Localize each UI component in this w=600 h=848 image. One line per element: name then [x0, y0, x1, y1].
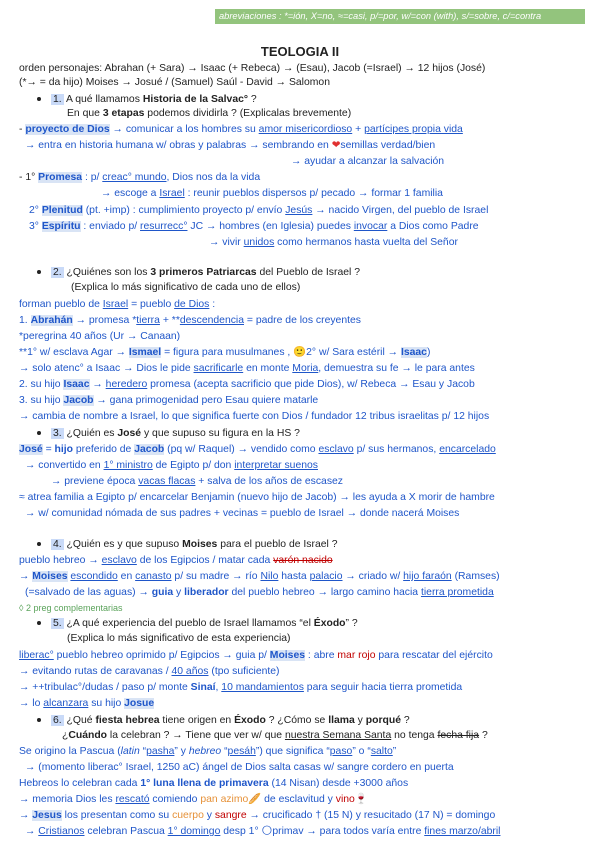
- answer-4-line-2: → Moises escondido en canasto p/ su madre → río Nilo hasta palacio → criado w/ hijo faraón (Ramses): [19, 571, 500, 582]
- question-6-sub: ¿Cuándo la celebran ? → Tiene que ver w/ que nuestra Semana Santa no tenga fecha fija ?: [62, 730, 488, 741]
- heart-icon: ❤: [331, 140, 341, 151]
- answer-2-line-2: 1. Abrahán → promesa *tierra + **descendencia = padre de los creyentes: [19, 315, 361, 326]
- question-number: 4.: [53, 539, 62, 550]
- answer-4-line-1: pueblo hebreo → esclavo de los Egipcios / matar cada varón nacido: [19, 555, 333, 566]
- question-1: 1. A qué llamamos Historia de la Salvac° ?: [37, 93, 257, 106]
- answer-2-line-8: → cambia de nombre a Israel, lo que significa fuerte con Dios / fundador 12 tribus israelitas p/ 12 hijos: [19, 411, 490, 422]
- smile-emoji: 🙂: [293, 347, 307, 358]
- bullet: [37, 97, 41, 101]
- answer-3-line-4: ≈ atrea familia a Egipto p/ encarcelar Benjamin (nuevo hijo de Jacob) → les ayuda a X morir de hambre: [19, 492, 495, 503]
- question-1-sub: En que 3 etapas podemos dividirla ? (Explicalas brevemente): [67, 108, 352, 119]
- answer-6-line-6: → Cristianos celebran Pascua 1° domingo desp 1° 🌕primav → para todos varía entre fines marzo/abril: [25, 826, 501, 837]
- answer-1-line-4: - 1° Promesa : p/ creac° mundo, Dios nos da la vida: [19, 172, 261, 183]
- bullet: [37, 270, 41, 274]
- full-moon-emoji: 🌕: [261, 826, 273, 837]
- answer-2-line-7: 3. su hijo Jacob → gana primogenidad pero Esau quiere matarle: [19, 395, 319, 406]
- bread-emoji: 🥖: [248, 794, 262, 805]
- answer-6-line-5: → Jesus los presentan como su cuerpo y sangre → crucificado † (15 N) y resucitado (17 N) = domingo: [19, 810, 496, 821]
- intro-line-1: orden personajes: Abrahan (+ Sara) → Isaac (+ Rebeca) → (Esau), Jacob (=Israel) → 12 hijos (José): [19, 63, 486, 74]
- wine-emoji: 🍷: [354, 794, 368, 805]
- answer-6-line-3: Hebreos lo celebran cada 1° luna llena de primavera (14 Nisan) desde +3000 años: [19, 778, 409, 789]
- answer-3-line-1: José = hijo preferido de Jacob (pq w/ Raquel) → vendido como esclavo p/ sus hermanos, encarcelado: [19, 444, 496, 455]
- question-2-sub: (Explica lo más significativo de cada uno de ellos): [71, 282, 301, 293]
- question-6: 6. ¿Qué fiesta hebrea tiene origen en Éxodo ? ¿Cómo se llama y porqué ?: [37, 714, 410, 727]
- answer-3-line-2: → convertido en 1° ministro de Egipto p/ don interpretar suenos: [25, 460, 318, 471]
- answer-4-line-3: (=salvado de las aguas) → guia y liberador del pueblo hebreo → largo camino hacia tierra prometida: [25, 587, 494, 598]
- bullet: [37, 542, 41, 546]
- answer-1-line-3: → ayudar a alcanzar la salvación: [291, 156, 445, 167]
- answer-1-line-7: 3° Espíritu : enviado p/ resurrecc° JC → hombres (en Iglesia) puedes invocar a Dios como Padre: [29, 221, 479, 232]
- question-3: 3. ¿Quién es José y que supuso su figura en la HS ?: [37, 427, 300, 440]
- answer-1-line-5: → escoge a Israel : reunir pueblos dispersos p/ pecado → formar 1 familia: [101, 188, 443, 199]
- question-5: 5. ¿A qué experiencia del pueblo de Israel llamamos “el Éxodo” ?: [37, 617, 358, 630]
- answer-5-line-4: → lo alcanzara su hijo Josue: [19, 698, 155, 709]
- answer-1-line-1: - proyecto de Dios → comunicar a los hombres su amor misericordioso + partícipes propia vida: [19, 124, 463, 135]
- answer-2-line-5: → solo atenc° a Isaac → Dios le pide sacrificarle en monte Moria, demuestra su fe → le para antes: [19, 363, 475, 374]
- answer-2-line-3: *peregrina 40 años (Ur → Canaan): [19, 331, 181, 342]
- answer-3-line-5: → w/ comunidad nómada de sus padres + vecinas = pueblo de Israel → donde nacerá Moises: [25, 508, 460, 519]
- question-2: 2. ¿Quiénes son los 3 primeros Patriarcas del Pueblo de Israel ?: [37, 266, 360, 279]
- answer-6-line-1: Se origino la Pascua (latin “pasha” y hebreo “pesáh”) que significa “paso” o “salto”: [19, 746, 397, 757]
- bullet: [37, 718, 41, 722]
- answer-6-line-2: → (momento liberac° Israel, 1250 aC) ángel de Dios salta casas w/ sangre cordero en puerta: [25, 762, 454, 773]
- answer-5-line-2: → evitando rutas de caravanas / 40 años (tpo suficiente): [19, 666, 280, 677]
- answer-6-line-4: → memoria Dios les rescató comiendo pan azimo🥖 de esclavitud y vino🍷: [19, 794, 368, 805]
- bullet: [37, 621, 41, 625]
- answer-3-line-3: → previene época vacas flacas + salva de los años de escasez: [51, 476, 344, 487]
- bullet: [37, 431, 41, 435]
- abbreviations-banner: abreviaciones : *=ión, X=no, ≈=casi, p/=por, w/=con (with), s/=sobre, c/=contra: [215, 9, 585, 24]
- answer-1-line-2: → entra en historia humana w/ obras y palabras → sembrando en ❤semillas verdad/bien: [25, 140, 436, 151]
- question-5-sub: (Explica lo más significativo de esta experiencia): [67, 633, 291, 644]
- question-number: 1.: [53, 94, 62, 105]
- answer-5-line-3: → ++tribulac°/dudas / paso p/ monte Sinaí, 10 mandamientos para seguir hacia tierra prometida: [19, 682, 463, 693]
- answer-2-line-4: **1° w/ esclava Agar → Ismael = figura para musulmanes , 🙂2° w/ Sara estéril → Isaac): [19, 347, 431, 358]
- page-title: TEOLOGIA II: [260, 44, 340, 59]
- intro-line-2: (*→ = da hijo) Moises → Josué / (Samuel) Saúl - David → Salomon: [19, 77, 330, 88]
- answer-2-line-6: 2. su hijo Isaac → heredero promesa (acepta sacrificio que pide Dios), w/ Rebeca → Esau y Jacob: [19, 379, 475, 390]
- question-number: 3.: [53, 428, 62, 439]
- answer-2-line-1: forman pueblo de Israel = pueblo de Dios :: [19, 299, 216, 310]
- answer-1-line-8: → vivir unidos como hermanos hasta vuelta del Señor: [209, 237, 458, 248]
- answer-1-line-6: 2° Plenitud (pt. +imp) : cumplimiento proyecto p/ envío Jesús → nacido Virgen, del pueblo de Israel: [29, 205, 489, 216]
- question-number: 2.: [53, 267, 62, 278]
- question-number: 5.: [53, 618, 62, 629]
- question-number: 6.: [53, 715, 62, 726]
- extra-questions-note: ◊ 2 preg complementarias: [19, 603, 123, 613]
- answer-5-line-1: liberac° pueblo hebreo oprimido p/ Egipcios → guia p/ Moises : abre mar rojo para rescatar del ejército: [19, 650, 493, 661]
- question-4: 4. ¿Quién es y que supuso Moises para el pueblo de Israel ?: [37, 538, 337, 551]
